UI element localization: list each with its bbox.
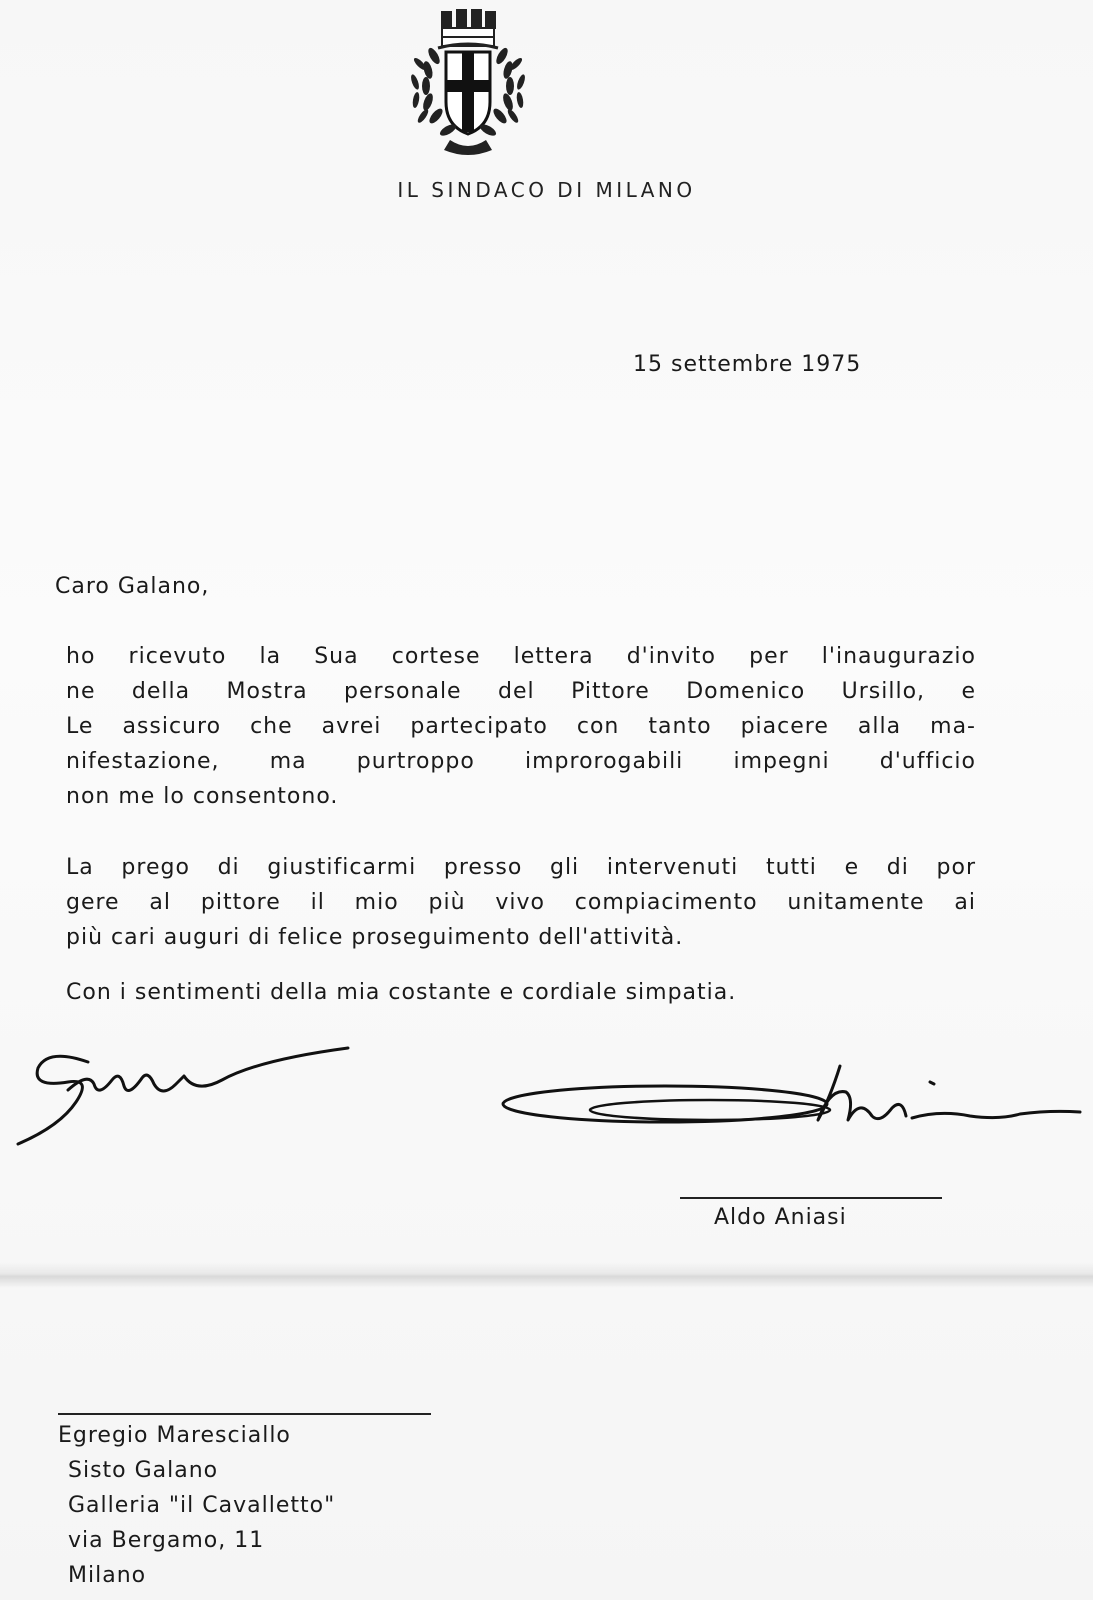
handwritten-closing-scrawl	[8, 1040, 358, 1160]
address-rule	[58, 1413, 431, 1415]
text-line: La prego di giustificarmi presso gli intervenuti tutti e di por	[66, 855, 976, 880]
address-line: Galleria "il Cavalletto"	[68, 1493, 336, 1518]
text-line: più cari auguri di felice proseguimento dell'attività.	[66, 925, 684, 950]
recipient-address	[58, 1418, 335, 1593]
text-line: Con i sentimenti della mia costante e cordiale simpatia.	[66, 980, 737, 1005]
letter-date: 15 settembre 1975	[633, 352, 862, 377]
closing-paragraph	[66, 975, 976, 1010]
address-line: via Bergamo, 11	[68, 1528, 265, 1553]
letterhead-title: IL SINDACO DI MILANO	[397, 178, 696, 202]
body-paragraph-1	[66, 639, 976, 814]
milan-coat-of-arms-emblem	[398, 6, 538, 158]
signature-rule	[680, 1197, 942, 1199]
text-line: gere al pittore il mio più vivo compiacimento unitamente ai	[66, 890, 976, 915]
address-line: Sisto Galano	[68, 1458, 219, 1483]
text-line: Le assicuro che avrei partecipato con tanto piacere alla ma-	[66, 714, 976, 739]
text-line: ne della Mostra personale del Pittore Domenico Ursillo, e	[66, 679, 976, 704]
text-line: non me lo consentono.	[66, 784, 339, 809]
salutation: Caro Galano,	[55, 574, 210, 599]
address-line: Egregio Maresciallo	[58, 1423, 291, 1448]
signature-aldo-aniasi	[500, 1058, 1085, 1168]
paper-fold	[0, 1262, 1093, 1288]
text-line: ho ricevuto la Sua cortese lettera d'invito per l'inaugurazio	[66, 644, 976, 669]
text-line: nifestazione, ma purtroppo improrogabili impegni d'ufficio	[66, 749, 976, 774]
signatory-name: Aldo Aniasi	[714, 1205, 847, 1230]
body-paragraph-2	[66, 850, 976, 955]
address-line: Milano	[68, 1563, 147, 1588]
